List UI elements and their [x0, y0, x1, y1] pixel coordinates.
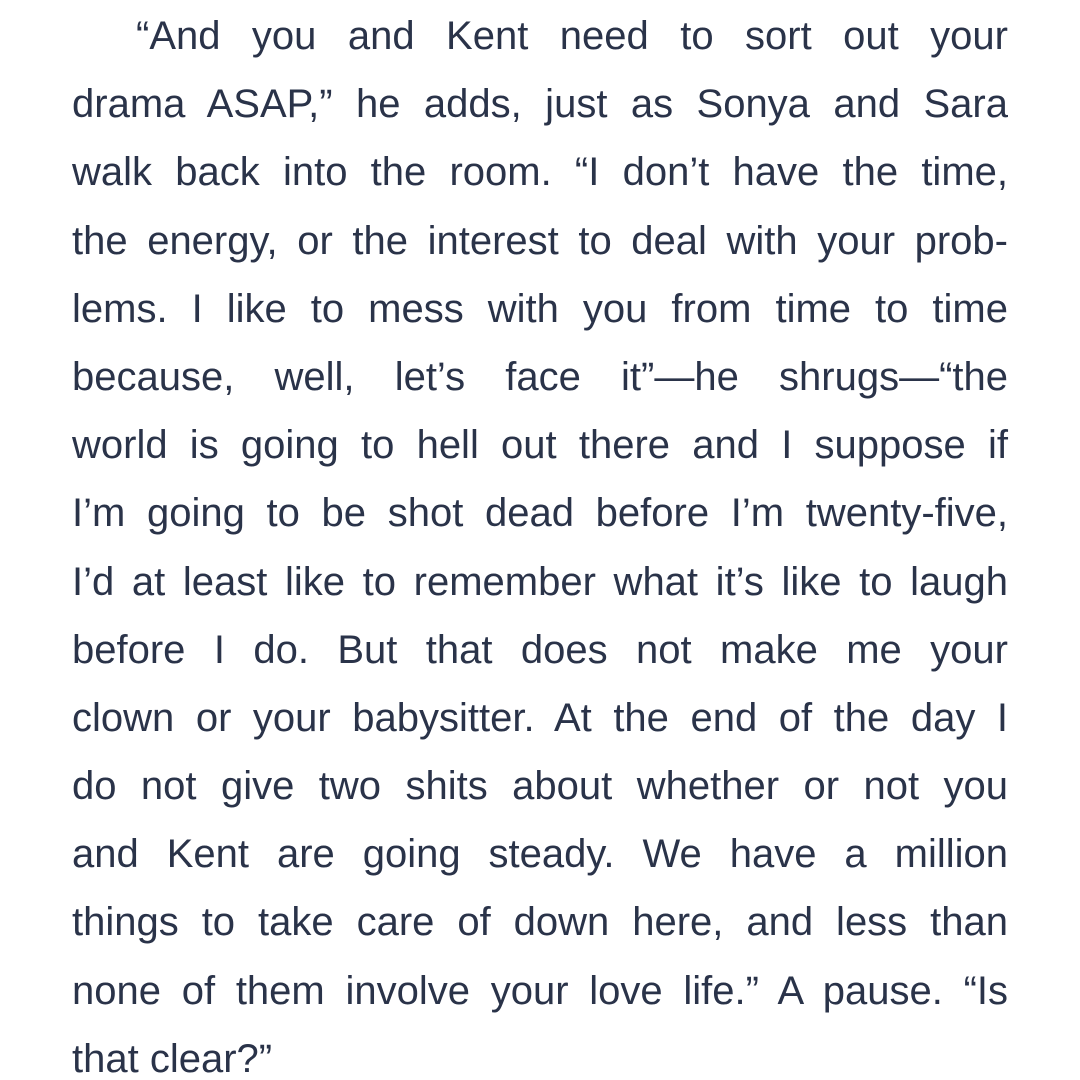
book-paragraph [72, 2, 1008, 1080]
text-line: walk back into the room. “I don’t have the time, [72, 150, 1008, 195]
text-line: I’m going to be shot dead before I’m twenty-five, [72, 491, 1008, 536]
text-line: lems. I like to mess with you from time to time [72, 286, 1008, 331]
text-line: that clear?” [72, 1036, 273, 1080]
text-line: do not give two shits about whether or not you [72, 764, 1008, 809]
text-line: I’d at least like to remember what it’s like to laugh [72, 559, 1008, 604]
text-line: things to take care of down here, and less than [72, 900, 1008, 945]
text-line: and Kent are going steady. We have a million [72, 832, 1008, 877]
text-line: drama ASAP,” he adds, just as Sonya and Sara [72, 82, 1008, 127]
text-line: before I do. But that does not make me your [72, 627, 1008, 672]
text-line: world is going to hell out there and I suppose if [72, 423, 1008, 468]
text-line: the energy, or the interest to deal with your prob- [72, 218, 1008, 263]
text-line: none of them involve your love life.” A pause. “Is [72, 968, 1008, 1013]
text-line: because, well, let’s face it”—he shrugs—“the [72, 354, 1008, 399]
text-line: clown or your babysitter. At the end of the day I [72, 695, 1008, 740]
text-line: “And you and Kent need to sort out your [136, 14, 1008, 58]
